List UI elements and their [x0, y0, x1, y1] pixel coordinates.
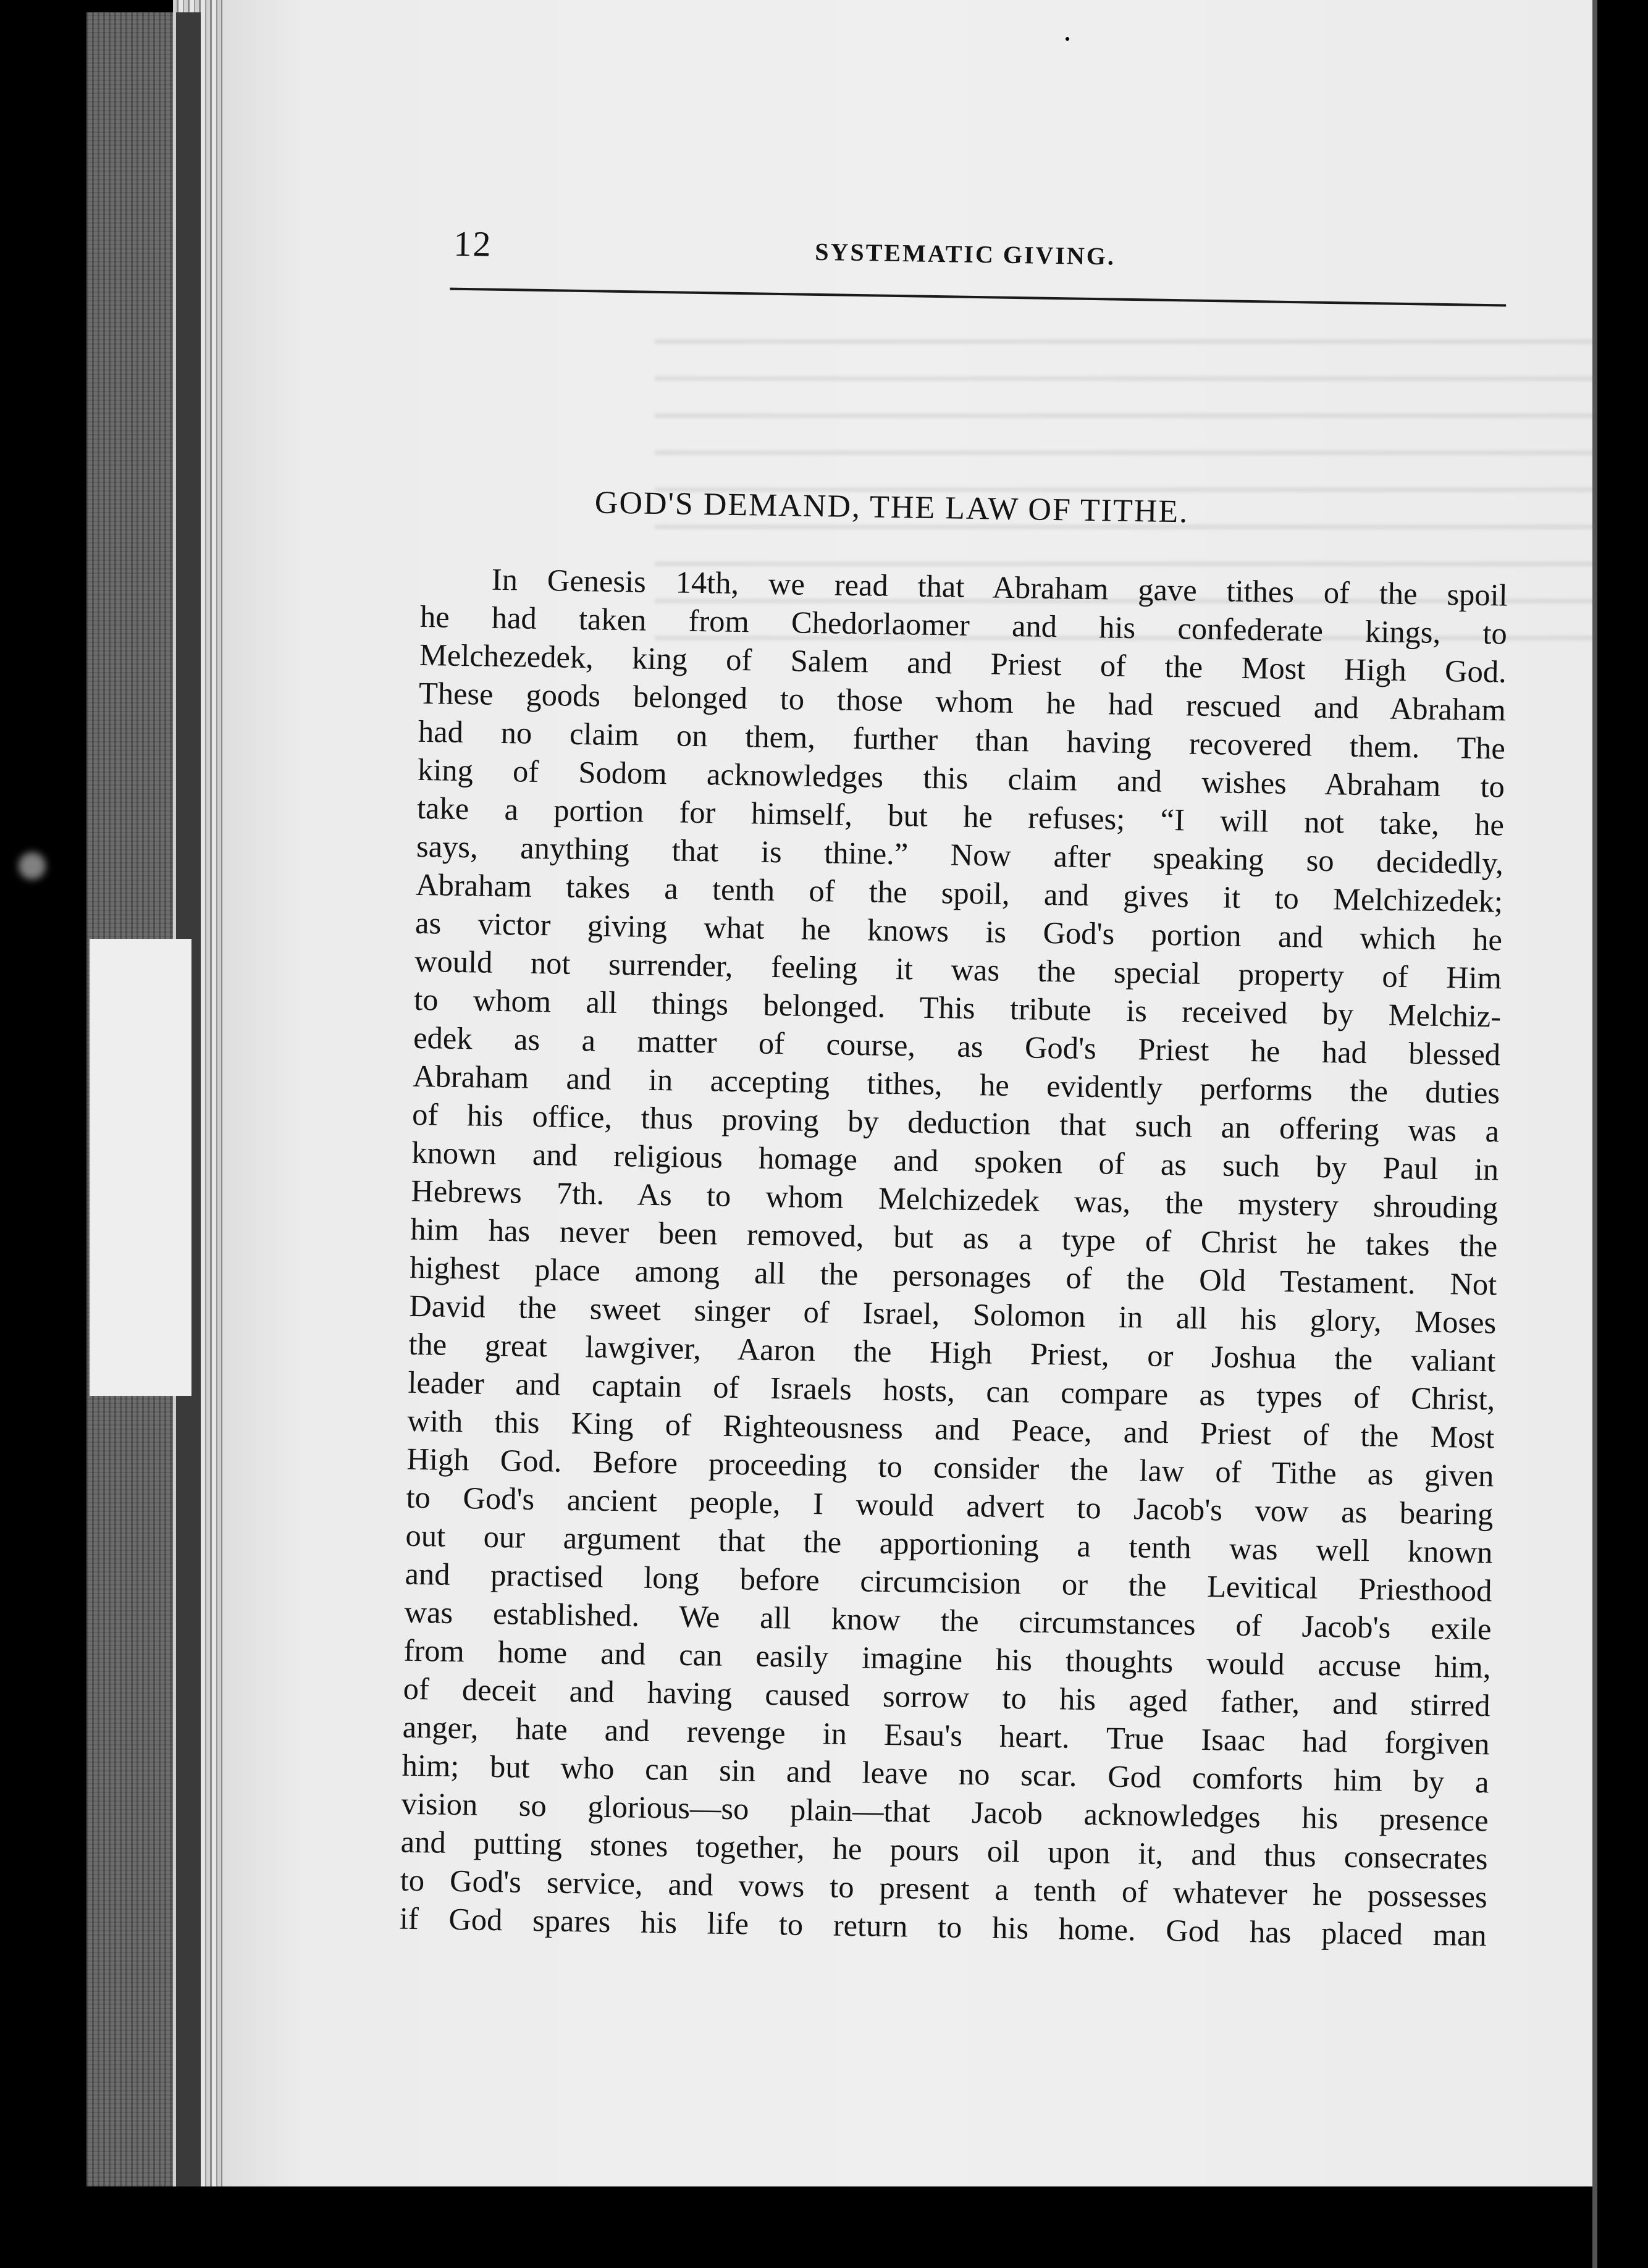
text-line: to whom all things belonged. This tribute is received by Melchiz- — [413, 981, 1502, 1034]
text-line: and practised long before circumcision or the Levitical Priesthood — [405, 1556, 1492, 1608]
text-line: and putting stones together, he pours oil upon it, and thus consecrates — [400, 1824, 1489, 1876]
dust-speck — [19, 852, 46, 880]
dust-speck — [1066, 37, 1069, 41]
text-line: High God. Before proceeding to consider the law of Tithe as given — [406, 1441, 1494, 1493]
frame-edge — [1592, 0, 1597, 2268]
text-line: vision so glorious—so plain—that Jacob acknowledges his presence — [401, 1786, 1489, 1838]
text-line: says, anything that is thine.” Now after speaking so decidedly, — [416, 828, 1504, 881]
scan-frame — [1600, 0, 1648, 2268]
text-line: from home and can easily imagine his thoughts would accuse him, — [403, 1632, 1491, 1685]
text-line: In Genesis 14th, we read that Abraham gave tithes of the spoil — [491, 561, 1508, 613]
text-line: was established. We all know the circumstances of Jacob's exile — [404, 1594, 1492, 1647]
text-line: as victor giving what he knows is God's portion and which he — [414, 905, 1503, 957]
text-line: highest place among all the personages of the Old Testament. Not — [409, 1250, 1497, 1302]
body-text — [399, 559, 1508, 1954]
text-line: out our argument that the apportioning a tenth was well known — [405, 1518, 1493, 1570]
text-line: to God's ancient people, I would advert to Jacob's vow as bearing — [406, 1479, 1494, 1532]
text-line: the great lawgiver, Aaron the High Priest, or Joshua the valiant — [408, 1326, 1496, 1379]
text-line: known and religious homage and spoken of as such by Paul in — [411, 1135, 1499, 1187]
text-line: Melchezedek, king of Salem and Priest of the Most High God. — [419, 637, 1507, 689]
text-line: king of Sodom acknowledges this claim and wishes Abraham to — [417, 752, 1505, 804]
chapter-title: GOD'S DEMAND, THE LAW OF TITHE. — [594, 485, 1189, 530]
text-line: Abraham and in accepting tithes, he evidently performs the duties — [412, 1058, 1500, 1111]
text-line: would not surrender, feeling it was the special property of Him — [414, 943, 1502, 996]
running-head: SYSTEMATIC GIVING. — [814, 237, 1116, 271]
text-line: David the sweet singer of Israel, Solomon in all his glory, Moses — [409, 1288, 1497, 1340]
text-line: with this King of Righteousness and Peace, and Priest of the Most — [407, 1403, 1495, 1455]
text-line: if God spares his life to return to his home. God has placed man — [399, 1900, 1487, 1953]
text-line: of deceit and having caused sorrow to his aged father, and stirred — [403, 1671, 1490, 1723]
page-number: 12 — [453, 223, 492, 264]
text-line: him; but who can sin and leave no scar. God comforts him by a — [401, 1747, 1489, 1800]
text-line: to God's service, and vows to present a tenth of whatever he possesses — [400, 1862, 1488, 1915]
text-line: take a portion for himself, but he refuses; “I will not take, he — [416, 790, 1505, 842]
text-line: he had taken from Chedorlaomer and his confederate kings, to — [419, 598, 1508, 651]
text-line: leader and captain of Israels hosts, can compare as types of Christ, — [408, 1364, 1495, 1417]
text-line: Hebrews 7th. As to whom Melchizedek was, the mystery shrouding — [410, 1173, 1499, 1225]
text-line: of his office, thus proving by deduction that such an offering was a — [411, 1096, 1500, 1149]
text-line: had no claim on them, further than having recovered them. The — [418, 713, 1506, 766]
text-line: him has never been removed, but as a type of Christ he takes the — [410, 1211, 1498, 1264]
paper-tab — [90, 939, 191, 1396]
text-line: edek as a matter of course, as God's Priest he had blessed — [413, 1020, 1501, 1072]
text-line: anger, hate and revenge in Esau's heart. True Isaac had forgiven — [402, 1709, 1490, 1762]
text-line: Abraham takes a tenth of the spoil, and gives it to Melchizedek; — [415, 867, 1503, 919]
text-line: These goods belonged to those whom he had rescued and Abraham — [418, 675, 1507, 728]
